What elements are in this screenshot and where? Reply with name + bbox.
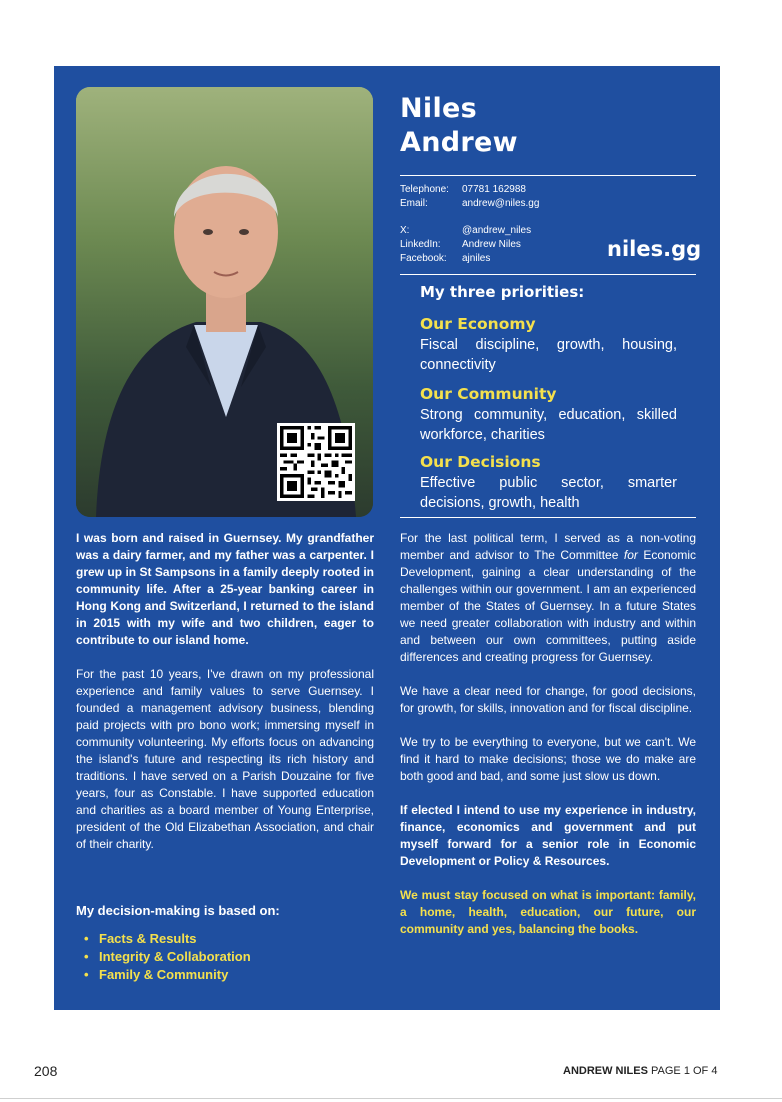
- contact-facebook: Facebook: ajniles: [400, 253, 491, 264]
- first-name: Niles: [400, 93, 477, 124]
- priority-decisions: [420, 451, 677, 513]
- bottom-divider: [0, 1098, 782, 1099]
- priority-economy: [420, 313, 677, 375]
- divider: [400, 517, 696, 518]
- list-item: • Integrity & Collaboration: [84, 949, 251, 964]
- policy-paragraph-3: We try to be everything to everyone, but we can't. We find it hard to make decisions; those we do make are both good and bad, and some just slow us down.: [400, 735, 696, 783]
- list-item: • Family & Community: [84, 967, 229, 982]
- policy-paragraph-5: We must stay focused on what is important: family, a home, health, education, our future, our community and yes, balancing the books.: [400, 888, 696, 936]
- qr-code: [277, 423, 355, 501]
- priority-title: Our Decisions: [420, 453, 541, 471]
- contact-details: [400, 183, 539, 266]
- policy-paragraph-1: For the last political term, I served as a non-voting member and advisor to The Committee for Economic Development, gaining a clear understanding of the challenges within our government. I am an experienced member of the States of Guernsey. In a future States we need greater collaboration with industry and within and between our own committees, putting aside differences and creating progress for Guernsey.: [400, 531, 697, 664]
- priority-desc: Fiscal discipline, growth, housing, connectivity: [420, 337, 677, 373]
- priority-desc: Effective public sector, smarter decisions, growth, health: [420, 475, 677, 511]
- divider: [400, 175, 696, 176]
- biography-body: For the past 10 years, I've drawn on my professional experience and family values to serve Guernsey. I founded a management advisory business, blending paid projects with pro bono work; immersing myself in community volunteering. My efforts focus on advancing the island's future and respecting its rich history and traditions. I have served on a Parish Douzaine for five years, four as Constable. I have supported education and charities as a board member of Young Enterprise, president of the Old Elizabethan Association, and chair of their charity.: [76, 667, 374, 851]
- contact-x: X: @andrew_niles: [400, 225, 532, 236]
- footer-label: ANDREW NILES PAGE 1 OF 4: [563, 1065, 718, 1077]
- decision-making-heading: My decision-making is based on:: [76, 903, 280, 918]
- contact-linkedin: LinkedIn: Andrew Niles: [400, 239, 521, 250]
- policy-paragraph-4: If elected I intend to use my experience in industry, finance, economics and government and put myself forward for a senior role in Economic Development or Policy & Resources.: [400, 803, 696, 868]
- list-item: • Facts & Results: [84, 931, 197, 946]
- contact-telephone: Telephone: 07781 162988: [400, 184, 526, 195]
- biography-column: [76, 530, 374, 870]
- priority-title: Our Community: [420, 385, 557, 403]
- biography-intro: I was born and raised in Guernsey. My grandfather was a dairy farmer, and my father was a carpenter. I grew up in St Sampsons in a family deeply rooted in community life. After a 25-year banking career in Hong Kong and Switzerland, I returned to the island in 2015 with my wife and two children, eager to contribute to our island home.: [76, 531, 374, 647]
- policy-paragraph-2: We have a clear need for change, for good decisions, for growth, for skills, innovation and for fiscal discipline.: [400, 684, 696, 715]
- divider: [400, 274, 696, 275]
- contact-email: Email: andrew@niles.gg: [400, 198, 540, 209]
- priorities-heading: My three priorities:: [420, 283, 585, 301]
- decision-making-list: [84, 930, 251, 984]
- page-number: 208: [34, 1063, 58, 1079]
- candidate-name: [400, 92, 518, 160]
- qr-code-icon: [280, 426, 352, 498]
- policy-column: [400, 530, 696, 955]
- priority-community: [420, 383, 677, 445]
- last-name: Andrew: [400, 127, 518, 158]
- priority-desc: Strong community, education, skilled workforce, charities: [420, 407, 677, 443]
- priority-title: Our Economy: [420, 315, 536, 333]
- website-link[interactable]: niles.gg: [607, 237, 702, 261]
